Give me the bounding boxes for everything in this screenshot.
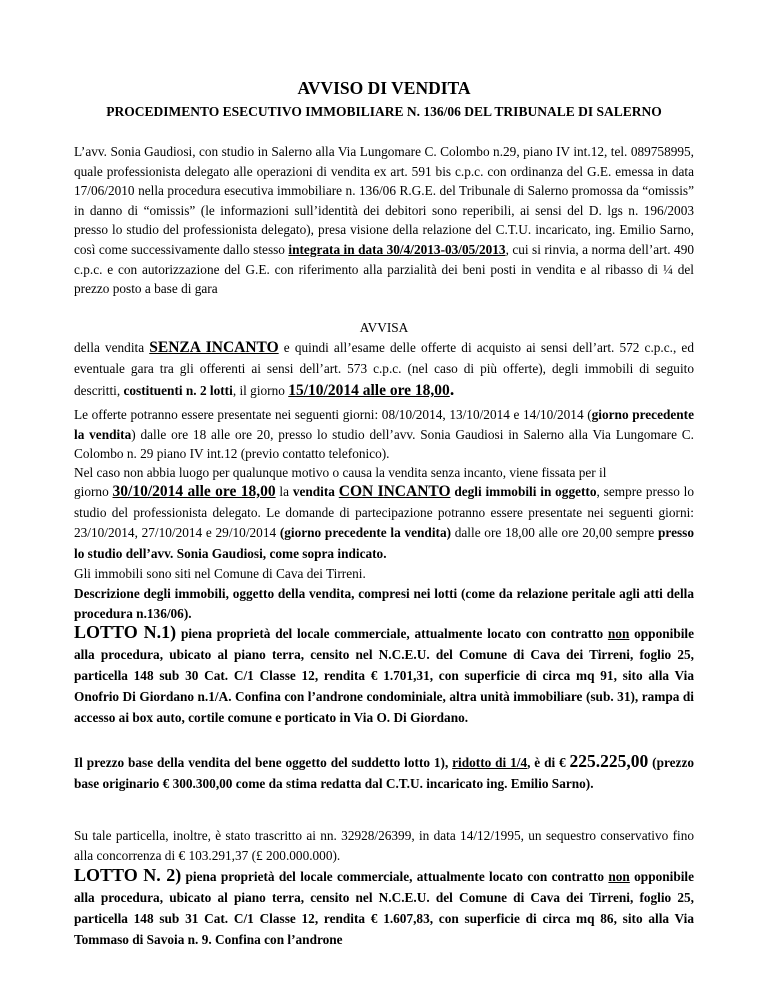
- nel-caso-paragraph: Nel caso non abbia luogo per qualunque motivo o causa la vendita senza incanto, viene fissata per il: [74, 465, 607, 480]
- senza-incanto-paragraph: della vendita SENZA INCANTO e quindi all’esame delle offerte di acquisto ai sensi dell’art. 572 c.p.c., ed eventuale gara tra gli offerenti ai sensi dell’art. 573 c.p.c. (nel caso di più offerte), degli immobili di seguito descritti, costituenti n. 2 lotti, il giorno 15/10/2014 alle ore 18,00.: [74, 339, 694, 399]
- descrizione-paragraph: Descrizione degli immobili, oggetto della vendita, compresi nei lotti (come da relazione peritale agli atti della procedura n.136/06).: [74, 586, 694, 621]
- offerte-paragraph: Le offerte potranno essere presentate nei seguenti giorni: 08/10/2014, 13/10/2014 e 14/10/2014 (giorno precedente la vendita) dalle ore 18 alle ore 20, presso lo studio dell’avv. Sonia Gaudiosi in Salerno alla Via Lungomare C. Colombo n. 29 piano IV int.12 (previo contatto telefonico).: [74, 407, 695, 462]
- prezzo1-paragraph: Il prezzo base della vendita del bene oggetto del suddetto lotto 1), ridotto di 1/4, è di € 225.225,00 (prezzo base originario € 300.300,00 come da stima redatta dal C.T.U. incaricato ing. Emilio Sarno).: [74, 751, 694, 791]
- document-title: AVVISO DI VENDITA: [297, 78, 471, 98]
- integrata-date: integrata in data 30/4/2013-03/05/2013: [288, 241, 506, 257]
- lotto2-label: LOTTO N. 2): [74, 865, 182, 885]
- intro-paragraph: L’avv. Sonia Gaudiosi, con studio in Salerno alla Via Lungomare C. Colombo n.29, piano IV int.12, tel. 089758995, quale professionista delegato alle operazioni di vendita ex art. 591 bis c.p.c. con ordinanza del G.E. emessa in data 17/06/2010 nella procedura esecutiva immobiliare n. 136/06 R.G.E. del Tribunale di Salerno promossa da “omissis” in danno di “omissis” (le informazioni sull’identità dei debitori sono reperibili, ai sensi del D. lgs n. 196/2003 presso lo studio del professionista delegato), presa visione della relazione del C.T.U. incaricato, ing. Emilio Sarno, così come successivamente dallo stesso integrata in data 30/4/2013-03/05/2013, cui si rinvia, a norma dell’art. 490 c.p.c. e con autorizzazione del G.E. con riferimento alla parzialità dei beni posti in vendita e al ribasso di ¼ del prezzo posto a base di gara: [74, 144, 694, 297]
- sequestro-paragraph: Su tale particella, inoltre, è stato trascritto ai nn. 32928/26399, in data 14/12/1995, un sequestro conservativo fino alla concorrenza di € 103.291,37 (£ 200.000.000).: [74, 828, 694, 863]
- avvisa-heading: AVVISA: [359, 320, 409, 335]
- immobili-siti: Gli immobili sono siti nel Comune di Cava dei Tirreni.: [74, 566, 366, 581]
- prezzo1-value: 225.225,00: [569, 751, 649, 771]
- con-incanto-date: 30/10/2014 alle ore 18,00: [112, 483, 276, 500]
- document-subtitle: PROCEDIMENTO ESECUTIVO IMMOBILIARE N. 136/06 DEL TRIBUNALE DI SALERNO: [106, 104, 662, 119]
- con-incanto-label: CON INCANTO: [338, 483, 451, 500]
- lotto2-paragraph: LOTTO N. 2) piena proprietà del locale commerciale, attualmente locato con contratto non opponibile alla procedura, ubicato al piano terra, censito nel N.C.E.U. del Comune di Cava dei Tirreni, foglio 25, particella 148 sub 31 Cat. C/1 Classe 12, rendita € 1.607,83, con superficie di circa mq 86, sito alla Via Tommaso di Savoia n. 9. Confina con l’androne: [74, 865, 695, 947]
- senza-incanto-label: SENZA INCANTO: [149, 339, 279, 356]
- lotto1-label: LOTTO N.1): [74, 622, 177, 642]
- senza-incanto-date: 15/10/2014 alle ore 18,00: [288, 382, 450, 399]
- lotto1-paragraph: LOTTO N.1) piena proprietà del locale commerciale, attualmente locato con contratto non opponibile alla procedura, ubicato al piano terra, censito nel N.C.E.U. del Comune di Cava dei Tirreni, foglio 25, particella 148 sub 30 Cat. C/1 Classe 12, rendita € 1.701,31, con superficie di circa mq 91, sito alla Via Onofrio Di Giordano n.1/A. Confina con l’androne condominiale, altra unità immobiliare (sub. 31), rampa di accesso ai box auto, cortile comune e porticato in Via O. Di Giordano.: [74, 622, 695, 725]
- con-incanto-paragraph: giorno 30/10/2014 alle ore 18,00 la vendita CON INCANTO degli immobili in oggetto, sempre presso lo studio del professionista delegato. Le domande di partecipazione potranno essere presentate nei seguenti giorni: 23/10/2014, 27/10/2014 e 29/10/2014 (giorno precedente la vendita) dalle ore 18,00 alle ore 20,00 sempre presso lo studio dell’avv. Sonia Gaudiosi, come sopra indicato.: [74, 483, 695, 561]
